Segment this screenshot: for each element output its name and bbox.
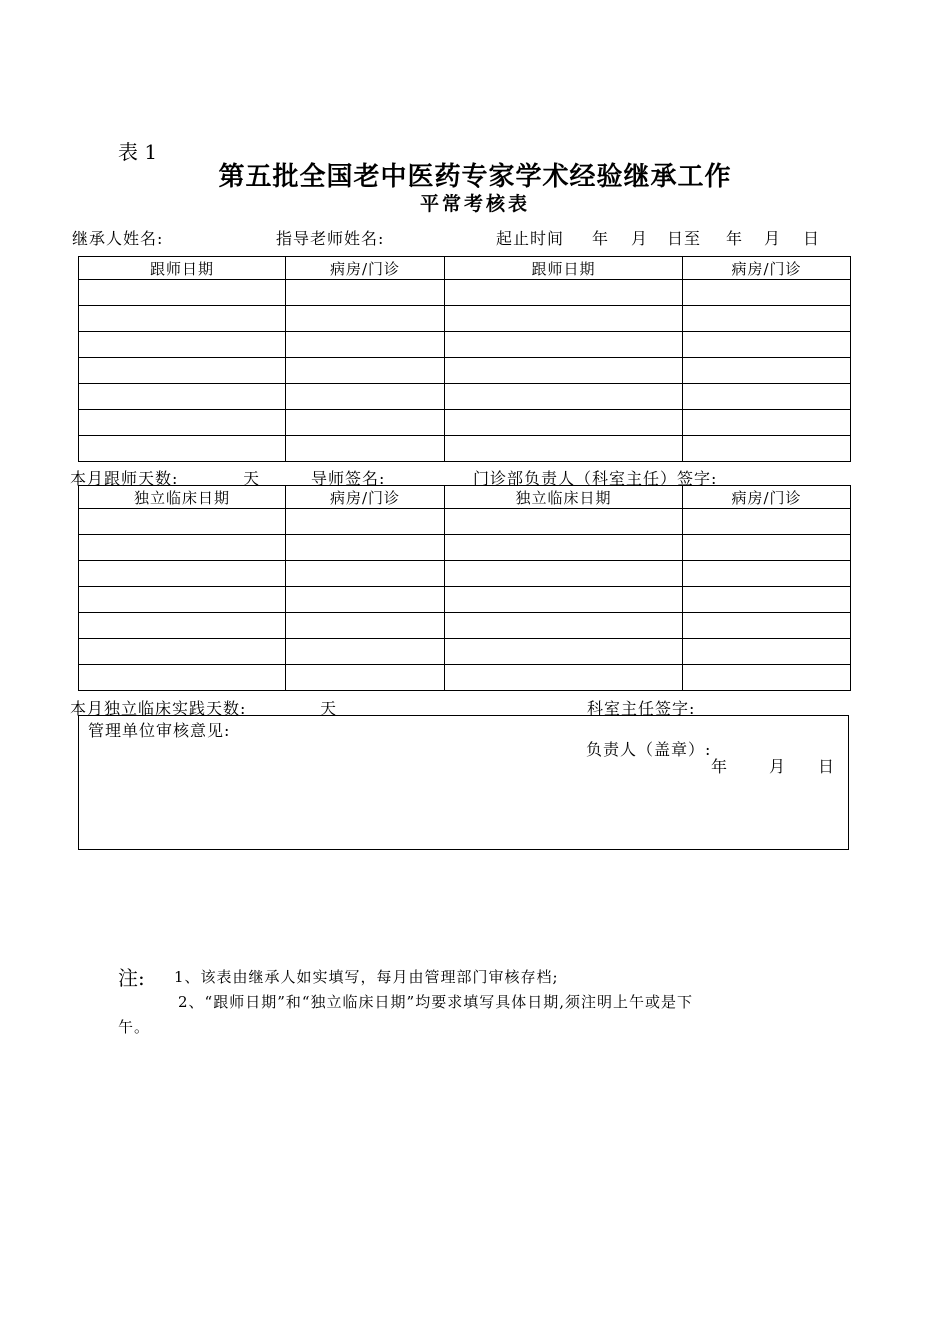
table-cell[interactable] — [445, 587, 683, 613]
independent-days-unit: 天 — [320, 699, 338, 718]
table-row — [79, 436, 851, 462]
table-cell[interactable] — [445, 509, 683, 535]
table-cell[interactable] — [286, 436, 445, 462]
table-cell[interactable] — [79, 306, 286, 332]
table-header-row — [79, 486, 851, 509]
table-row — [79, 306, 851, 332]
table-cell[interactable] — [683, 561, 851, 587]
follow-days-label: 本月跟师天数: — [70, 469, 179, 488]
table-cell[interactable] — [79, 639, 286, 665]
follow-days-unit: 天 — [243, 469, 261, 488]
table-cell[interactable] — [445, 665, 683, 691]
review-month-label: 月 — [769, 757, 787, 776]
heir-name-label: 继承人姓名: — [72, 229, 164, 248]
table-cell[interactable] — [79, 561, 286, 587]
table-number-label: 表 1 — [118, 140, 158, 164]
follow-teacher-table — [78, 256, 851, 462]
column-header: 病房/门诊 — [683, 257, 851, 280]
independent-days-label: 本月独立临床实践天数: — [70, 699, 247, 718]
review-opinion-label: 管理单位审核意见: — [88, 721, 231, 740]
table-cell[interactable] — [79, 436, 286, 462]
teacher-name-label: 指导老师姓名: — [276, 229, 385, 248]
table-header-row — [79, 257, 851, 280]
table-cell[interactable] — [79, 280, 286, 306]
start-month-label: 月 — [631, 229, 649, 248]
table-cell[interactable] — [286, 639, 445, 665]
review-day-label: 日 — [818, 757, 836, 776]
table-cell[interactable] — [445, 306, 683, 332]
table-cell[interactable] — [79, 509, 286, 535]
table-cell[interactable] — [286, 535, 445, 561]
table-cell[interactable] — [79, 410, 286, 436]
table-row — [79, 639, 851, 665]
table-cell[interactable] — [445, 639, 683, 665]
column-header: 病房/门诊 — [286, 257, 445, 280]
note-item-1: 1、该表由继承人如实填写，每月由管理部门审核存档; — [174, 968, 559, 986]
table-cell[interactable] — [683, 436, 851, 462]
table-row — [79, 509, 851, 535]
period-label: 起止时间 — [496, 229, 565, 248]
table-row — [79, 535, 851, 561]
director-signature-label: 科室主任签字: — [587, 699, 696, 718]
form-title: 第五批全国老中医药专家学术经验继承工作 — [218, 162, 732, 192]
table-row — [79, 665, 851, 691]
table-cell[interactable] — [79, 613, 286, 639]
table-cell[interactable] — [286, 665, 445, 691]
table-cell[interactable] — [683, 358, 851, 384]
table-cell[interactable] — [445, 535, 683, 561]
table-cell[interactable] — [683, 613, 851, 639]
note-heading: 注: — [118, 966, 145, 990]
end-month-label: 月 — [764, 229, 782, 248]
teacher-signature-label: 导师签名: — [311, 469, 386, 488]
table-cell[interactable] — [286, 358, 445, 384]
table-cell[interactable] — [683, 410, 851, 436]
table-cell[interactable] — [683, 639, 851, 665]
table-cell[interactable] — [683, 332, 851, 358]
table-cell[interactable] — [79, 332, 286, 358]
note-item-2: 2、“跟师日期”和“独立临床日期”均要求填写具体日期,须注明上午或是下 — [178, 993, 693, 1011]
column-header: 跟师日期 — [445, 257, 683, 280]
table-cell[interactable] — [445, 436, 683, 462]
table-row — [79, 587, 851, 613]
column-header: 独立临床日期 — [79, 486, 286, 509]
table-cell[interactable] — [286, 280, 445, 306]
table-row — [79, 410, 851, 436]
table-cell[interactable] — [79, 587, 286, 613]
table-cell[interactable] — [683, 384, 851, 410]
independent-clinic-table — [78, 485, 851, 691]
end-day-label: 日 — [803, 229, 821, 248]
review-opinion-box[interactable] — [78, 715, 849, 850]
table-cell[interactable] — [683, 509, 851, 535]
table-cell[interactable] — [286, 384, 445, 410]
table-cell[interactable] — [445, 561, 683, 587]
start-year-label: 年 — [592, 229, 610, 248]
column-header: 病房/门诊 — [683, 486, 851, 509]
table-cell[interactable] — [286, 587, 445, 613]
table-cell[interactable] — [286, 332, 445, 358]
table-cell[interactable] — [286, 509, 445, 535]
table-cell[interactable] — [683, 280, 851, 306]
end-year-label: 年 — [726, 229, 744, 248]
form-subtitle: 平常考核表 — [419, 193, 530, 215]
table-row — [79, 384, 851, 410]
table-cell[interactable] — [286, 306, 445, 332]
dept-head-signature-label: 门诊部负责人（科室主任）签字: — [473, 469, 718, 488]
column-header: 病房/门诊 — [286, 486, 445, 509]
table-cell[interactable] — [445, 613, 683, 639]
start-day-to-label: 日至 — [667, 229, 702, 248]
table-row — [79, 280, 851, 306]
table-row — [79, 358, 851, 384]
table-cell[interactable] — [445, 384, 683, 410]
table-cell[interactable] — [79, 665, 286, 691]
column-header: 独立临床日期 — [445, 486, 683, 509]
responsible-seal-label: 负责人（盖章）: — [586, 740, 712, 759]
table-cell[interactable] — [683, 535, 851, 561]
table-cell[interactable] — [286, 410, 445, 436]
table-cell[interactable] — [445, 410, 683, 436]
table-cell[interactable] — [79, 535, 286, 561]
note-item-2-continued: 午。 — [118, 1018, 151, 1036]
table-cell[interactable] — [445, 358, 683, 384]
table-cell[interactable] — [286, 613, 445, 639]
table-cell[interactable] — [445, 280, 683, 306]
table-cell[interactable] — [79, 358, 286, 384]
table-cell[interactable] — [79, 384, 286, 410]
table-cell[interactable] — [683, 587, 851, 613]
table-cell[interactable] — [286, 561, 445, 587]
table-cell[interactable] — [445, 332, 683, 358]
review-year-label: 年 — [711, 757, 729, 776]
table-cell[interactable] — [683, 306, 851, 332]
table-row — [79, 561, 851, 587]
column-header: 跟师日期 — [79, 257, 286, 280]
table-cell[interactable] — [683, 665, 851, 691]
table-row — [79, 613, 851, 639]
table-row — [79, 332, 851, 358]
